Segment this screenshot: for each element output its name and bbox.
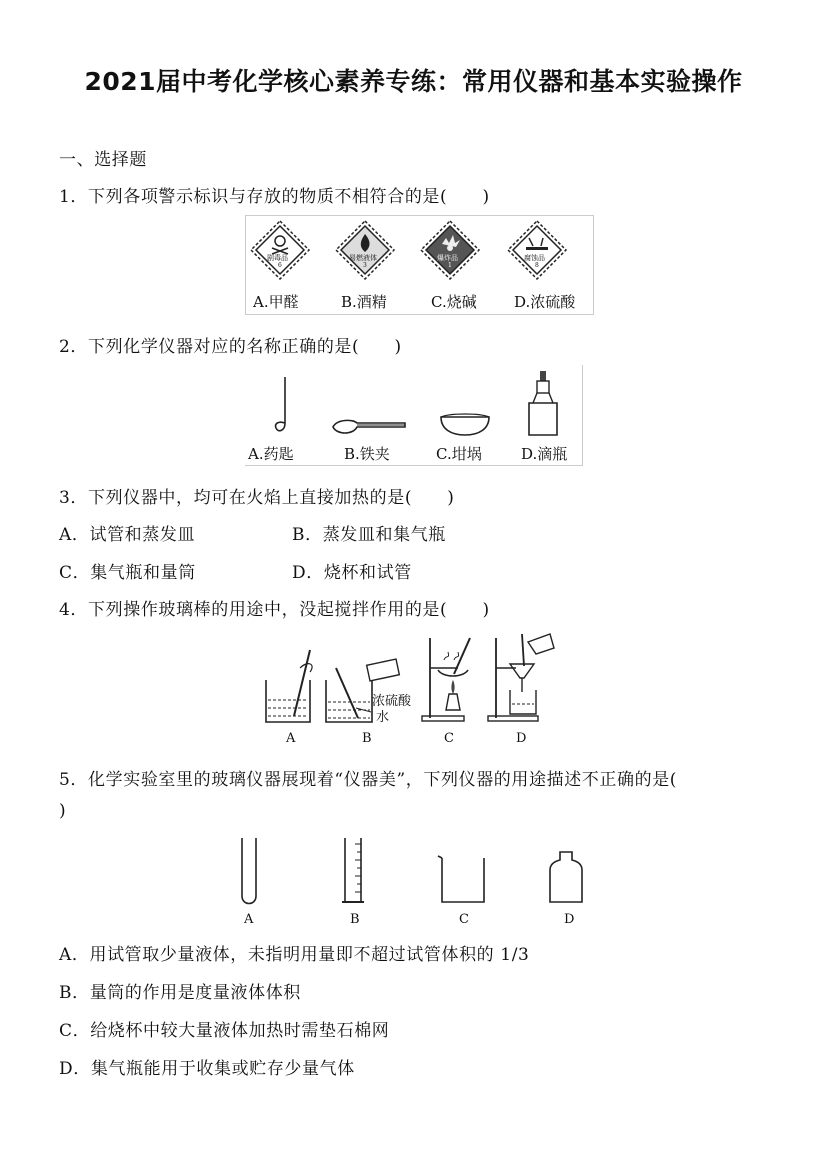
sign-d-label: 腐蚀品 [524,254,545,262]
q1-figure [245,215,594,315]
toxic-sign-icon [251,221,309,279]
explosive-sign-icon [421,221,479,279]
q5-caption-a: A [244,912,254,927]
q2-caption-b: B.铁夹 [344,445,390,463]
sign-a-num: 6 [278,262,282,269]
q2-figure [245,365,583,466]
sign-a-label: 剧毒品 [267,254,288,262]
acid-label: 浓硫酸 [372,694,412,709]
spoon-icon [276,377,285,431]
graduated-cylinder-icon [342,838,364,902]
q1-caption-d: D.浓硫酸 [514,293,576,311]
q3-option-d: D．烧杯和试管 [292,563,412,583]
q5-figure [230,830,600,930]
q5-option-a: A．用试管取少量液体，未指明用量即不超过试管体积的 1/3 [59,945,530,965]
sign-b-num: 3 [363,262,367,269]
q5-caption-d: D [564,912,575,927]
q3-option-c: C．集气瓶和量筒 [59,563,196,583]
question-5-stem: 5．化学实验室里的玻璃仪器展现着“仪器美”，下列仪器的用途描述不正确的是( [59,770,678,790]
q3-option-a: A．试管和蒸发皿 [59,525,196,545]
q4-caption-c: C [444,731,454,746]
q2-caption-a: A.药匙 [248,445,294,463]
question-4-stem: 4．下列操作玻璃棒的用途中，没起搅拌作用的是( ) [59,600,490,620]
corrosive-sign-icon [508,221,566,279]
q5-caption-b: B [350,912,360,927]
beaker-icon [438,856,484,902]
test-tube-icon [242,838,256,904]
question-2-stem: 2．下列化学仪器对应的名称正确的是( ) [59,337,402,357]
q4-caption-a: A [286,731,296,746]
q4-caption-b: B [362,731,372,746]
crucible-icon [441,414,489,435]
beaker-stir-a-icon [266,650,312,722]
sign-c-num: 1 [448,262,452,269]
sign-c-label: 爆炸品 [437,254,458,262]
evaporation-c-icon [422,638,470,721]
q1-caption-a: A.甲醛 [253,293,299,311]
water-label: 水 [376,710,390,725]
sign-b-label: 易燃液体 [349,254,377,262]
q3-option-b: B．蒸发皿和集气瓶 [292,525,446,545]
q2-caption-c: C.坩埚 [436,445,482,463]
question-3-stem: 3．下列仪器中，均可在火焰上直接加热的是( ) [59,488,455,508]
filtration-d-icon [488,634,554,721]
question-5-stem-cont: ) [59,801,67,821]
dropper-bottle-icon [529,371,557,435]
q5-option-c: C．给烧杯中较大量液体加热时需垫石棉网 [59,1021,390,1041]
q2-caption-d: D.滴瓶 [521,445,568,463]
sign-d-num: 8 [535,262,539,269]
section-heading: 一、选择题 [59,150,147,170]
page-title: 2021届中考化学核心素养专练：常用仪器和基本实验操作 [84,67,743,96]
q5-option-d: D．集气瓶能用于收集或贮存少量气体 [59,1059,355,1079]
q4-caption-d: D [516,731,527,746]
q1-caption-c: C.烧碱 [431,293,477,311]
gas-jar-icon [550,852,582,902]
question-1-stem: 1．下列各项警示标识与存放的物质不相符合的是( ) [59,187,490,207]
q1-caption-b: B.酒精 [341,293,387,311]
q5-caption-c: C [459,912,469,927]
q5-option-b: B．量筒的作用是度量液体体积 [59,983,301,1003]
q4-figure [258,630,558,750]
flammable-sign-icon [336,221,394,279]
iron-clamp-icon [333,420,405,433]
